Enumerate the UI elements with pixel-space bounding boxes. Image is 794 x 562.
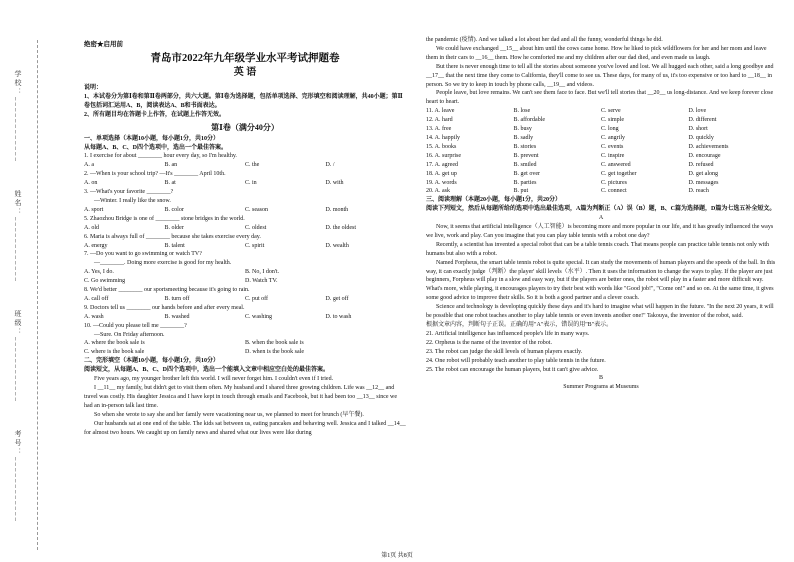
mcq-list [84,152,406,357]
answer-option: 12. A. hard [426,117,453,124]
answer-option: D. get along [688,170,718,177]
question-stem: 1. I exercise for about ________ hour every day, so I'm healthy. [84,153,237,160]
sidebar-label-name: 姓名：____________ [14,190,22,283]
cloze-options [426,107,776,196]
answer-option: 17. A. agreed [426,161,458,168]
answer-option: B. turn off [164,295,190,302]
answer-option: 13. A. free [426,126,452,133]
passage-paragraph: Science and technology is developing quickly these days and it's hard to imagine what will happen in the future. "In the next 20 years, it will be possible that one robot teaches another to play table tennis or even invents another one!" Takouya, the inventor of the robot, said. [426,304,774,320]
section-heading: 一、单项选择（本题10小题，每小题1分，共10分） [84,135,220,142]
answer-option: D. with [325,180,344,187]
cloze-option-row [426,152,776,161]
tf-question: 22. Orpheus is the name of the inventor of the robot. [426,339,552,346]
part1-title: 第Ⅰ卷（满分40分） [211,122,279,132]
answer-option: A. where the book sale is [84,340,145,347]
answer-option: C. inspire [601,152,625,159]
cloze-option-row [426,116,776,125]
answer-option: B. talent [164,242,185,249]
tf-question: 21. Artificial intelligence has influenced people's life in many ways. [426,330,590,337]
answer-option: C. simple [601,117,625,124]
answer-option: B. an [164,162,178,169]
answer-option: A. old [84,224,99,231]
section-heading: 三、阅读理解（本题20小题，每小题1分，共20分） [426,197,562,204]
answer-option: D. achievements [688,143,729,150]
answer-option: D. messages [688,179,719,186]
secret-label: 绝密★启用前 [84,41,123,48]
answer-option: C. oldest [245,224,267,231]
answer-option: C. get together [601,170,637,177]
answer-option: 15. A. books [426,143,457,150]
option-row [84,313,406,322]
passage-paragraph: I __11__ my family, but didn't get to visit them often. My husband and I shared three growing children. Life was __12__ and travel was costly. His daughter Jessica and I have kept in touch through emails and Facebook, but it had been too __13__ since we had an in-person talk last time. [84,385,398,409]
answer-option: B. prevent [513,152,539,159]
answer-option: B. busy [513,126,532,133]
passage-paragraph: We could have exchanged __15__ about him until the cows came home. How he liked to pick wildflowers for her and her mom and leave them in their cars to __16__ them. How he comforted me and my children after our dad died, and even made us laugh. [426,45,767,61]
question-stem: 9. Doctors tell us ________ our hands before and after every meal. [84,304,245,311]
question-stem-reply: —Sure. On Friday afternoon. [94,331,165,338]
option-row [84,179,406,188]
answer-option: A. on [84,180,98,187]
answer-option: B. parties [513,179,537,186]
question-stem: 10. —Could you please tell me ________? [84,322,187,329]
section-heading: 二、完形填空（本题10小题，每小题1分，共10分） [84,358,220,365]
answer-option: 18. A. get up [426,170,457,177]
option-row [84,268,406,277]
question-stem-reply: —________. Doing more exercise is good for my health. [94,260,232,267]
tf-question: 23. The robot can judge the skill levels of human players exactly. [426,348,583,355]
answer-option: A. a [84,162,94,169]
answer-option: A. Yes, I do. [84,269,114,276]
answer-option: C. pictures [601,179,627,186]
tf-question: 25. The robot can encourage the human players, but it can't give advice. [426,366,599,373]
answer-option: C. season [245,206,268,213]
answer-option: D. different [688,117,717,124]
answer-option: B. lose [513,108,531,115]
answer-option: A. wash [84,313,104,320]
passage-paragraph: the pandemic (疫情). And we talked a lot about her dad and all the funny, wonderful things he did. [426,37,663,43]
option-row [84,348,406,357]
answer-option: 11. A. leave [426,108,455,115]
answer-option: B. sadly [513,134,534,141]
left-column [84,36,406,437]
answer-option: C. the [245,162,260,169]
passage-label: A [598,215,604,222]
passage-paragraph: Recently, a scientist has invented a special robot that can be a table tennis coach. That means people can practice table tennis not only with humans but also with a robot. [426,241,770,257]
answer-option: C. long [601,126,619,133]
passage-paragraph: Named Forpheus, the smart table tennis robot is quite special. It can study the movements of human players and the speeds of the ball. In this way, it can exactly judge（判断）the player' skill levels（水平）. Then it uses the information to change the ways to play. If the player are just beginners, Forpheus will play in a slow and easy way, but if the players are better ones, the robot will play in a faster and more difficult way. What's more, while playing, it encourages players to try their best with words like "Good job!", "Come on!" and so on. At the same time, it gives some good advice to improve their skills. So it is both a good partner and a clever coach. [426,259,776,302]
question-stem-reply: —Winter. I really like the snow. [94,197,171,204]
answer-option: D. when is the book sale [245,349,304,356]
answer-option: A. call off [84,295,109,302]
answer-option: B. color [164,206,184,213]
answer-option: D. wealth [325,242,349,249]
answer-option: C. where is the book sale [84,349,145,356]
answer-option: C. put off [245,295,269,302]
answer-option: B. No, I don't. [245,269,280,276]
answer-option: D. short [688,126,708,133]
question-stem: 2. —When is your school trip? —It's ________ April 10th. [84,171,226,178]
question-stem: 6. Maria is always full of ________ because she takes exercise every day. [84,233,261,240]
binding-margin [10,40,38,550]
tf-question: 24. One robot will probably teach another to play table tennis in the future. [426,357,606,364]
cloze-option-row [426,161,776,170]
section-note: 从每题A、B、C、D四个选项中，选出一个最佳答案。 [84,144,228,151]
answer-option: C. events [601,143,624,150]
answer-option: D. quickly [688,134,714,141]
question-stem: 5. Zhaozhou Bridge is one of ________ stone bridges in the world. [84,215,245,222]
option-row [84,242,406,251]
instruction-item: 1、本试卷分为第Ⅰ卷和第Ⅱ卷两部分，共六大题。第Ⅰ卷为选择题，包括单项选择、完形填空和阅读理解，共40小题；第Ⅱ卷包括词汇运用A、B，阅读表达A、B和书面表达。 [84,93,403,109]
option-row [84,161,406,170]
option-row [84,295,406,304]
answer-option: D. reach [688,188,709,195]
passage-paragraph: Five years ago, my younger brother left this world. I will never forget him. I couldn't even if I tried. [94,376,334,383]
section-note: 阅读短文，从每题A、B、C、D四个选项中，选出一个能填入文章中相应空白处的最佳答案。 [84,367,330,374]
cloze-option-row [426,170,776,179]
answer-option: C. washing [245,313,272,320]
answer-option: C. Go swimming [84,278,126,285]
cloze-option-row [426,125,776,134]
passage-paragraph: But there is never enough time to tell all the stories about someone you've loved and lost. We all hugged each other, said a long goodbye and __17__ that the next time they come to California, they'll come to see us. These days, for many of us, it's too expensive or too hard to __18__ in person. So we try to keep in touch by phone calls, __19__ and videos. [426,63,774,88]
answer-option: D. love [688,108,707,115]
passage-paragraph: People leave, but love remains. We can't see them face to face. But we'll tell stories that __20__ us long-distance. And we keep forever close heart to heart. [426,90,774,106]
answer-option: D. Watch TV. [245,278,278,285]
answer-option: B. put [513,188,529,195]
subject-title: 英 语 [233,67,257,78]
question-stem: 7. —Do you want to go swimming or watch TV? [84,251,202,258]
answer-option: B. when the book sale is [245,340,304,347]
cloze-option-row [426,143,776,152]
passage-paragraph: Our husbands sat at one end of the table. The kids sat between us, eating pancakes and behaving well. Jessica and I talked __14__ for almost two hours. We caught up on family news and shared what our lives were like during [84,420,406,436]
passage-title: Summer Programs at Museums [563,384,639,391]
option-row [84,339,406,348]
cloze-option-row [426,187,776,196]
answer-option: D. get off [325,295,349,302]
answer-option: B. older [164,224,184,231]
answer-option: C. answered [601,161,631,168]
answer-option: B. affordable [513,117,546,124]
answer-option: B. get over [513,170,540,177]
answer-option: 14. A. happily [426,134,460,141]
sidebar-label-school: 学校：____________ [14,70,22,163]
answer-option: D. the oldest [325,224,356,231]
sidebar-label-class: 班级：____________ [14,310,22,403]
answer-option: A. sport [84,206,104,213]
answer-option: A. energy [84,242,108,249]
answer-option: C. spirit [245,242,265,249]
answer-option: D. encourage [688,152,721,159]
answer-option: 19. A. words [426,179,457,186]
section-note: 阅读下列短文，然后从每题所给的选项中选出最佳选项，A篇为判断正（A）误（B）题，B、C篇为选择题，D篇为七选五补全短文。 [426,206,776,213]
instructions-heading: 说明： [84,85,103,91]
instruction-item: 2、所有题目均在答题卡上作答，在试题上作答无效。 [84,111,226,118]
tf-note: 根据文章内容，判断句子正误。正确的用"A"表示，错误的用"B"表示。 [426,322,613,328]
answer-option: C. in [245,180,257,187]
answer-option: C. serve [601,108,621,115]
question-stem: 3. —What's your favorite ________? [84,189,174,196]
answer-option: 16. A. surprise [426,152,461,159]
page-footer: 第1页 共8页 [381,553,413,559]
answer-option: 20. A. ask [426,188,450,195]
right-column [426,36,776,392]
answer-option: D. month [325,206,349,213]
answer-option: D. / [325,162,335,169]
option-row [84,277,406,286]
cloze-option-row [426,107,776,116]
answer-option: C. angrily [601,134,625,141]
answer-option: D. to wash [325,313,352,320]
answer-option: B. stories [513,143,537,150]
exam-title: 青岛市2022年九年级学业水平考试押题卷 [150,53,340,64]
answer-option: B. washed [164,313,190,320]
answer-option: B. at [164,180,176,187]
option-row [84,224,406,233]
sidebar-label-id: 考号：____________ [14,430,22,523]
passage-label: B [598,375,603,382]
cloze-option-row [426,134,776,143]
answer-option: C. connect [601,188,627,195]
option-row [84,206,406,215]
answer-option: B. smiled [513,161,537,168]
answer-option: D. refused [688,161,714,168]
cloze-option-row [426,179,776,188]
passage-paragraph: Now, it seems that artificial intelligence（人工智能）is becoming more and more popular in our life, and it has greatly influenced the ways we live, work and play. Can you imagine that you can play table tennis with a robot one day? [426,224,774,239]
question-stem: 8. We'd better ________ our sportsmeeting because it's going to rain. [84,287,250,294]
passage-paragraph: So when she wrote to say she and her family were vacationing near us, we planned to meet for brunch (早午餐). [94,411,364,418]
